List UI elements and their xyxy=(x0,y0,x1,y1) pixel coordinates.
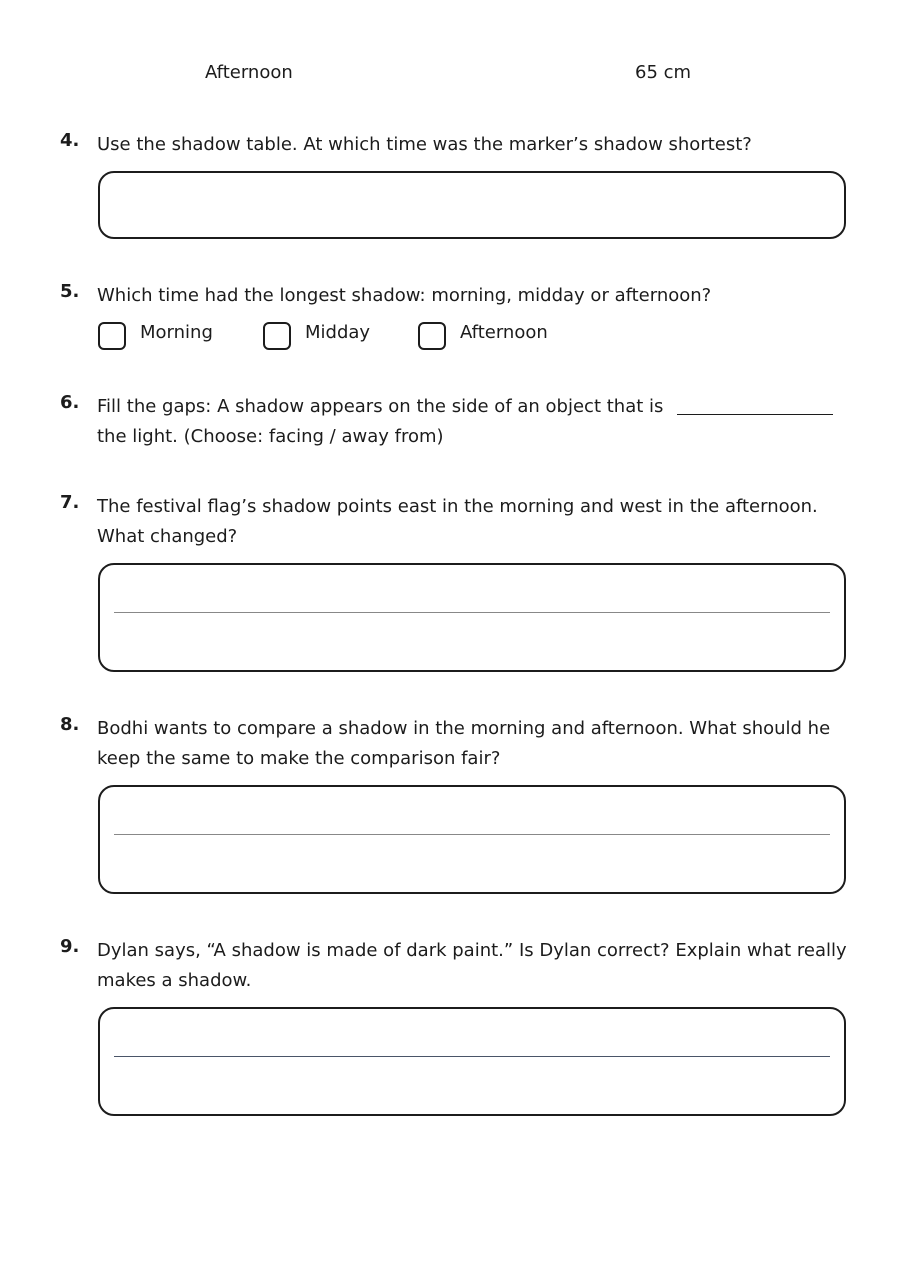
option-label: Morning xyxy=(140,322,213,343)
question-number: 9. xyxy=(60,936,80,957)
shadow-table-last-row xyxy=(0,62,909,86)
fill-in-blank-6[interactable] xyxy=(677,414,833,415)
question-number: 4. xyxy=(60,130,80,151)
checkbox-morning[interactable] xyxy=(98,322,126,350)
answer-line xyxy=(114,612,830,613)
table-cell-time: Afternoon xyxy=(205,62,293,83)
checkbox-midday[interactable] xyxy=(263,322,291,350)
question-text: Dylan says, “A shadow is made of dark paint.” Is Dylan correct? Explain what really makes a shadow. xyxy=(97,940,847,991)
question-text: Use the shadow table. At which time was the marker’s shadow shortest? xyxy=(97,134,752,155)
table-cell-length: 65 cm xyxy=(635,62,692,83)
question-number: 5. xyxy=(60,281,80,302)
option-label: Midday xyxy=(305,322,371,343)
answer-box-8[interactable] xyxy=(98,785,846,894)
question-text: Which time had the longest shadow: morning, midday or afternoon? xyxy=(97,285,712,306)
answer-options-5 xyxy=(98,322,698,356)
checkbox-afternoon[interactable] xyxy=(418,322,446,350)
question-text: The festival flag’s shadow points east in the morning and west in the afternoon. What changed? xyxy=(97,496,818,547)
question-text-line-1: Fill the gaps: A shadow appears on the side of an object that is xyxy=(97,396,664,417)
answer-line xyxy=(114,1056,830,1057)
question-text-line-2: the light. (Choose: facing / away from) xyxy=(97,426,444,447)
question-number: 6. xyxy=(60,392,80,413)
option-label: Afternoon xyxy=(460,322,548,343)
question-number: 8. xyxy=(60,714,80,735)
question-number: 7. xyxy=(60,492,80,513)
answer-box-4[interactable] xyxy=(98,171,846,239)
answer-box-7[interactable] xyxy=(98,563,846,672)
answer-line xyxy=(114,834,830,835)
question-text: Bodhi wants to compare a shadow in the morning and afternoon. What should he keep the same to make the comparison fair? xyxy=(97,718,831,769)
answer-box-9[interactable] xyxy=(98,1007,846,1116)
